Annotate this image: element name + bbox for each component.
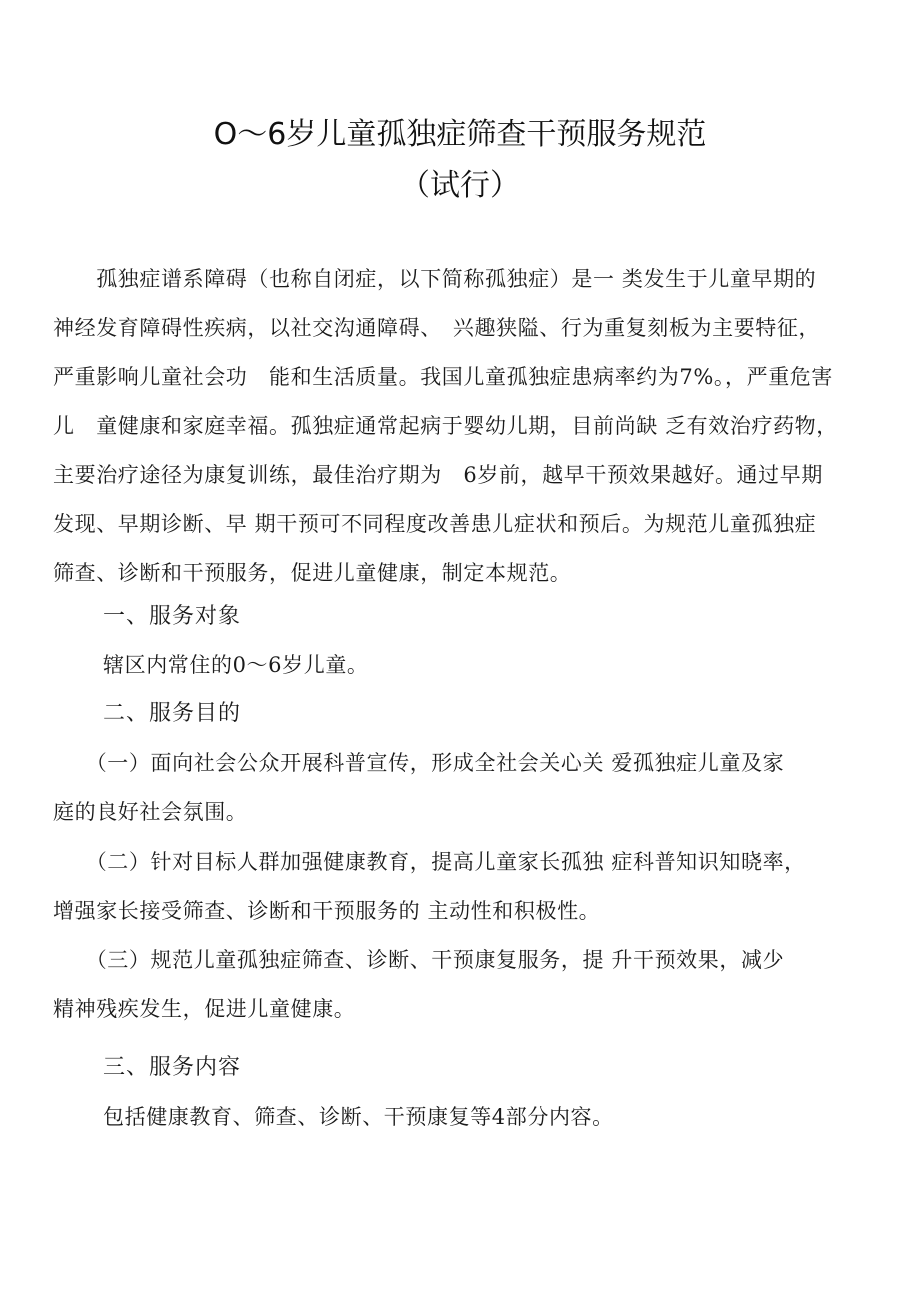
paragraph-line: 严重影响儿童社会功 能和生活质量。我国儿童孤独症患病率约为7%。，严重危害	[53, 365, 834, 389]
paragraph-line: 庭的良好社会氛围。	[53, 800, 248, 824]
paragraph-line: 神经发育障碍性疾病，以社交沟通障碍、 兴趣狭隘、行为重复刻板为主要特征，	[53, 316, 821, 340]
section-body-service-target	[103, 641, 920, 690]
paragraph-line: 增强家长接受筛查、诊断和干预服务的 主动性和积极性。	[53, 899, 601, 923]
section-heading-service-content: 三、服务内容	[103, 1055, 242, 1080]
section-body-service-content	[103, 1093, 920, 1142]
purpose-item-2	[53, 838, 873, 936]
paragraph-line: （二）针对目标人群加强健康教育，提高儿童家长孤独 症科普知识知晓率，	[53, 850, 806, 874]
paragraph-line: 主要治疗途径为康复训练，最佳治疗期为 6岁前，越早干预效果越好。通过早期	[53, 463, 823, 487]
paragraph-line: 精神残疾发生，促进儿童健康。	[53, 997, 356, 1021]
section-heading-service-target: 一、服务对象	[103, 604, 242, 629]
paragraph-line: 儿 童健康和家庭幸福。孤独症通常起病于婴幼儿期，目前尚缺 乏有效治疗药物，	[53, 414, 838, 438]
paragraph-line: 孤独症谱系障碍（也称自闭症，以下简称孤独症）是一 类发生于儿童早期的	[53, 267, 817, 291]
paragraph-line: 筛查、诊断和干预服务，促进儿童健康，制定本规范。	[53, 561, 572, 585]
purpose-item-3	[53, 936, 873, 1034]
paragraph-line: （一）面向社会公众开展科普宣传，形成全社会关心关 爱孤独症儿童及家	[53, 751, 785, 775]
paragraph-line: 辖区内常住的0～6岁儿童。	[103, 653, 369, 677]
section-heading-service-purpose: 二、服务目的	[103, 701, 242, 726]
paragraph-line: 包括健康教育、筛查、诊断、干预康复等4部分内容。	[103, 1105, 614, 1129]
paragraph-line: （三）规范儿童孤独症筛查、诊断、干预康复服务，提 升干预效果，减少	[53, 948, 785, 972]
document-title: O～6岁儿童孤独症筛查干预服务规范	[213, 117, 707, 152]
intro-paragraph	[53, 255, 873, 598]
document-subtitle: （试行）	[400, 168, 520, 203]
purpose-item-1	[53, 739, 873, 837]
paragraph-line: 发现、早期诊断、早 期干预可不同程度改善患儿症状和预后。为规范儿童孤独症	[53, 512, 817, 536]
